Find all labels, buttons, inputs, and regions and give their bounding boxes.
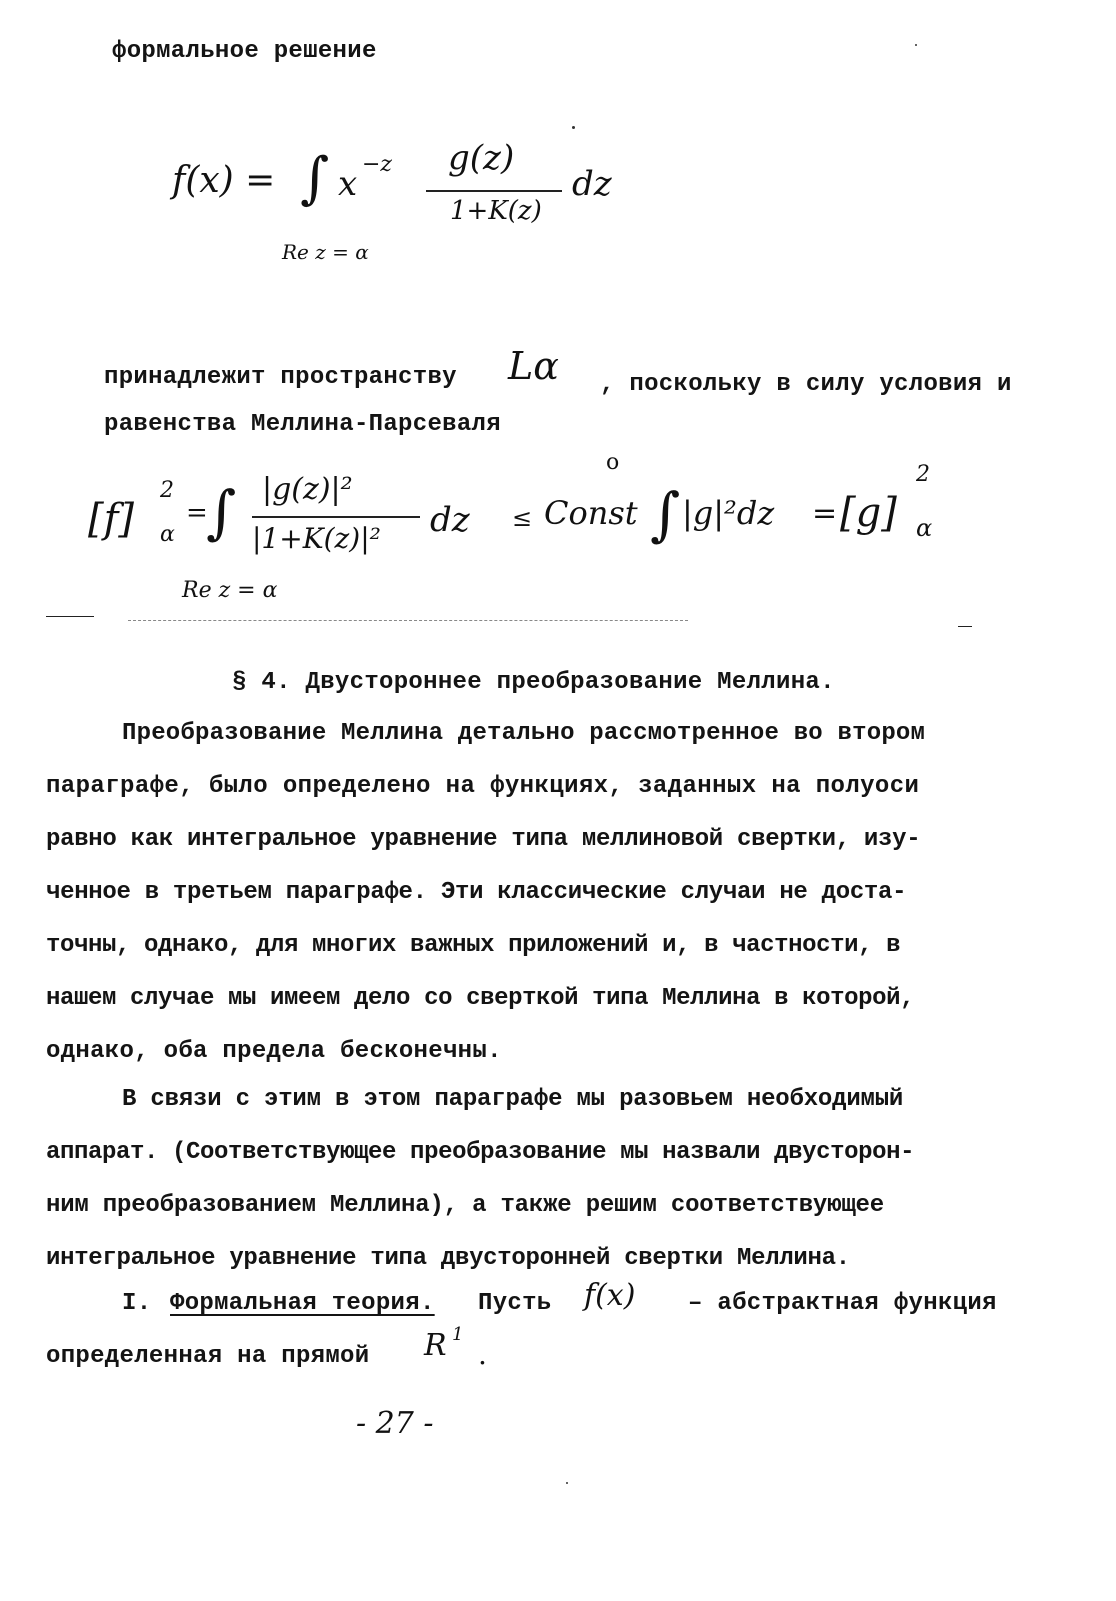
formula2-rhs-sup: 2 bbox=[916, 462, 930, 487]
scan-speck bbox=[572, 126, 575, 129]
formula2-numerator: |g(z)|² bbox=[262, 472, 353, 507]
text-because: , поскольку в силу условия и bbox=[600, 371, 1012, 398]
item1-line2: определенная на прямой bbox=[46, 1343, 370, 1370]
formula1-numerator: g(z) bbox=[448, 138, 515, 178]
formula2-eq2: = bbox=[812, 496, 838, 531]
formula2-denominator: |1+K(z)|² bbox=[252, 522, 381, 555]
scan-speck bbox=[915, 44, 917, 46]
formula1-lhs: f(x) = bbox=[172, 160, 276, 201]
separator-dashed bbox=[128, 620, 688, 621]
paragraph1-line: однако, оба предела бесконечны. bbox=[46, 1038, 502, 1065]
item1-text-b: – абстрактная функция bbox=[688, 1290, 997, 1317]
formula1-denominator: 1+K(z) bbox=[450, 196, 542, 226]
formula2-integral-sign: ∫ bbox=[206, 478, 237, 546]
item1-title: Формальная теория. bbox=[170, 1290, 435, 1317]
item1-text-a: Пусть bbox=[478, 1290, 552, 1317]
formula1-differential: dz bbox=[572, 164, 612, 204]
formula1-integrand: x bbox=[338, 164, 358, 204]
paragraph2-line: интегральное уравнение типа двусторонней свертки Меллина. bbox=[46, 1245, 850, 1272]
formula2-leq: ≤ bbox=[512, 504, 533, 532]
formula2-lhs: [f] bbox=[88, 496, 135, 542]
intro-heading: формальное решение bbox=[112, 38, 377, 65]
paragraph1-line: Преобразование Меллина детально рассмотренное во втором bbox=[122, 720, 926, 747]
paragraph2-line: В связи с этим в этом параграфе мы разовьем необходимый bbox=[122, 1086, 904, 1113]
formula1-subscript: Re z = α bbox=[282, 240, 369, 264]
item1-set: R bbox=[424, 1328, 447, 1363]
paragraph1-line: точны, однако, для многих важных приложений и, в частности, в bbox=[46, 932, 901, 959]
space-symbol-L-alpha: Lα bbox=[508, 344, 559, 388]
formula2-subscript: Re z = α bbox=[182, 578, 278, 603]
section-title: § 4. Двустороннее преобразование Меллина. bbox=[232, 669, 835, 696]
item1-set-sup: 1 bbox=[452, 1324, 464, 1345]
paragraph2-line: аппарат. (Соответствующее преобразование мы назвали двусторон- bbox=[46, 1139, 915, 1166]
formula2-const: Const bbox=[544, 494, 638, 532]
formula2-eq: = bbox=[186, 498, 208, 528]
scan-speck bbox=[566, 1482, 568, 1484]
formula2-overmark: o bbox=[606, 450, 620, 475]
formula2-lhs-sup: 2 bbox=[160, 478, 174, 503]
formula2-integrand2: |g|²dz bbox=[682, 494, 775, 532]
formula1-exponent: −z bbox=[362, 152, 393, 177]
text-equality: равенства Меллина-Парсеваля bbox=[104, 411, 501, 438]
paragraph1-line: нашем случае мы имеем дело со сверткой типа Меллина в которой, bbox=[46, 985, 915, 1012]
separator-solid bbox=[46, 616, 94, 617]
formula2-lhs-sub: α bbox=[160, 522, 175, 547]
paragraph2-line: ним преобразованием Меллина), а также решим соответствующее bbox=[46, 1192, 884, 1219]
item1-function: f(x) bbox=[584, 1278, 636, 1313]
formula2-rhs: [g] bbox=[840, 490, 897, 536]
formula2-rhs-sub: α bbox=[916, 514, 933, 542]
text-belongs: принадлежит пространству bbox=[104, 364, 457, 391]
item1-period: . bbox=[478, 1338, 487, 1371]
formula2-differential: dz bbox=[430, 500, 470, 540]
formula1-integral-sign: ∫ bbox=[300, 146, 330, 211]
page-number: - 27 - bbox=[356, 1406, 434, 1441]
separator-end bbox=[958, 626, 972, 627]
item1-number: I. bbox=[122, 1290, 152, 1317]
formula1-fraction-bar bbox=[426, 190, 562, 192]
paragraph1-line: равно как интегральное уравнение типа меллиновой свертки, изу- bbox=[46, 826, 921, 853]
formula2-integral2-sign: ∫ bbox=[650, 480, 681, 548]
paragraph1-line: ченное в третьем параграфе. Эти классические случаи не доста- bbox=[46, 879, 907, 906]
formula2-fraction-bar bbox=[252, 516, 420, 518]
paragraph1-line: параграфе, было определено на функциях, заданных на полуоси bbox=[46, 773, 920, 800]
